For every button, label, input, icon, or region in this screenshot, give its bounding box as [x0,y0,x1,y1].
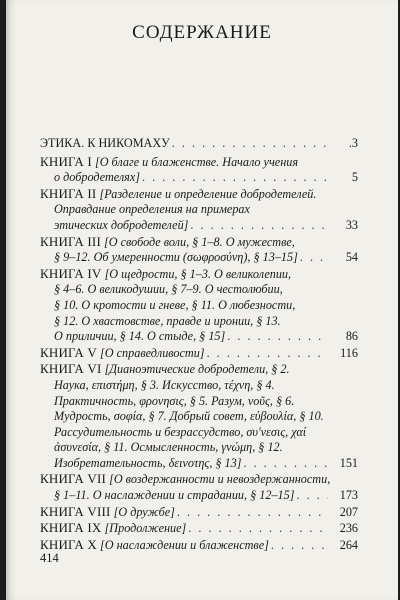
toc-book-label: КНИГА IX [40,520,102,536]
dot-leader [190,218,328,234]
toc-line: [Дианоэтические добродетели, § 2. [104,362,290,377]
toc-page-number: 151 [339,455,358,470]
toc-entry-book-5 [40,345,358,362]
toc-line: Оправдание определения на примерах [54,202,250,217]
dot-leader [188,521,328,537]
toc-page-number: 33 [345,217,358,232]
dot-leader [300,250,328,266]
toc-book-label: КНИГА VI [40,361,102,377]
dot-leader [271,538,328,554]
toc-entry-ethics [40,136,358,152]
toc-line: [О свободе воли, § 1–8. О мужестве, [104,234,295,249]
toc-line: § 9–12. Об умеренности (σωφροσύνη), § 13–15] [54,250,298,265]
toc-page-number: 86 [345,329,358,344]
page-title: СОДЕРЖАНИЕ [132,22,272,43]
toc-line: [О дружбе] [113,504,175,519]
toc-entry-book-2 [40,186,358,234]
toc-line: Практичность, φρονησις, § 5. Разум, νοῦς, § 6. [54,393,295,408]
toc-line: ἀσυνεσία, § 11. Осмысленность, γνώμη, § 12. [54,440,283,455]
dot-leader [172,136,328,152]
dot-leader [177,505,328,521]
toc-page-number: 264 [339,537,358,552]
toc-entry-label: ЭТИКА. К НИКОМАХУ [40,136,170,150]
toc-book-label: КНИГА I [40,153,92,169]
toc-book-label: КНИГА III [40,233,101,249]
toc-entry-book-10 [40,537,358,554]
toc-line: Мудрость, σοφία, § 7. Добрый совет, εὐβουλία, § 10. [54,409,324,424]
toc-line: § 12. О хвастовстве, правде и иронии, § 13. [54,313,281,328]
toc-book-label: КНИГА IV [40,265,102,281]
toc-line: [Продолжение] [104,521,187,536]
toc-entry-book-6 [40,361,358,471]
toc-page-number: 236 [339,521,358,536]
toc-line: [О справедливости] [100,345,205,360]
toc-line: Изобретательность, δεινοτης, § 13] [54,455,242,470]
toc-page-number: 54 [345,250,358,265]
toc-line: Рассудительность и безрассудство, συ'νεσις, χαί [54,424,307,439]
toc-book-label: КНИГА VII [40,471,107,487]
toc-line: [О щедрости, § 1–3. О великолепии, [104,266,292,281]
dot-leader [142,170,328,186]
toc-entry-book-9 [40,520,358,537]
toc-line: О приличии, § 14. О стыде, § 15] [54,329,226,344]
toc-page-number: 173 [339,488,358,503]
toc-entry-book-3 [40,234,358,266]
toc-page-number: 207 [339,504,358,519]
toc-line: [О благе и блаженстве. Начало учения [94,154,298,169]
dot-leader [296,488,328,504]
toc-book-label: КНИГА II [40,185,97,201]
dot-leader [227,329,328,345]
toc-page-number: 116 [340,345,358,360]
book-page [6,0,398,600]
toc-page-number: 5 [351,170,358,185]
toc-page-number: .3 [348,136,358,150]
toc-entry-book-7 [40,471,358,503]
toc-line: § 10. О кротости и гневе, § 11. О любезности, [54,297,296,312]
toc-line: [О наслаждении и блаженстве] [100,537,269,552]
toc-book-label: КНИГА X [40,536,97,552]
toc-line: [Разделение и определение добродетелей. [99,186,317,201]
dot-leader [207,346,328,362]
toc-line: Наука, επιστήμη, § 3. Искусство, τέχνη, § 4. [54,377,275,392]
toc-entry-book-8 [40,504,358,521]
toc-line: § 1–11. О наслаждении и страдании, § 12–15] [54,488,295,503]
page-number: 414 [40,551,59,565]
toc-entry-book-4 [40,266,358,345]
dot-leader [243,456,328,472]
toc-line: [О воздержанности и невоздержанности, [109,472,330,487]
toc-entry-book-1 [40,154,358,186]
toc-line: § 4–6. О великодушии, § 7–9. О честолюбии, [54,282,283,297]
toc-book-label: КНИГА V [40,344,97,360]
toc-line: этических добродетелей] [54,217,189,232]
table-of-contents [40,136,358,553]
toc-line: о добродетелях] [54,170,140,185]
toc-book-label: КНИГА VIII [40,503,111,519]
